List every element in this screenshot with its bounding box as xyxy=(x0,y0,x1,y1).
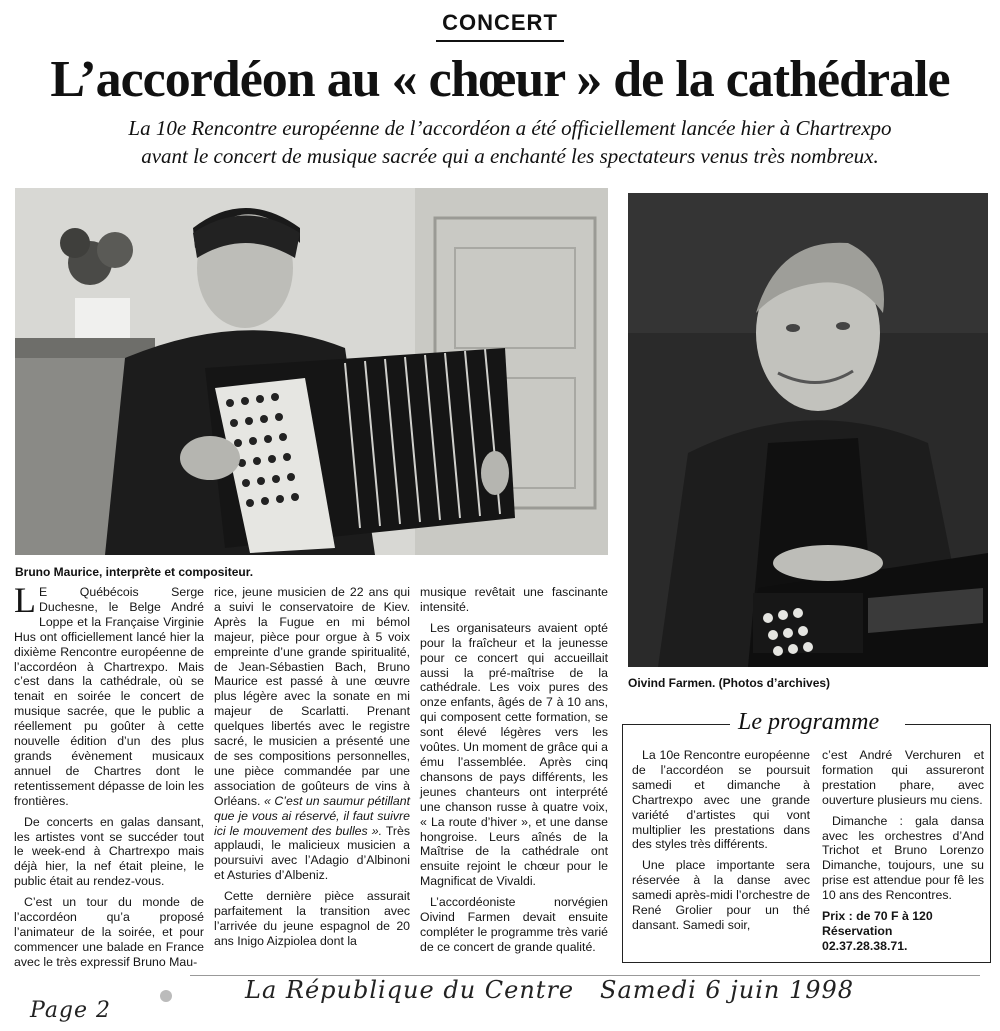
reservation-phone: 02.37.28.38.71. xyxy=(822,938,908,953)
article-paragraph: musique revêtait une fascinante intensité. xyxy=(420,585,608,614)
photo-caption-left: Bruno Maurice, interprète et compositeur. xyxy=(15,565,254,579)
standfirst-line-1: La 10e Rencontre européenne de l’accordéon a été officiellement lancée hier à Chartrexpo xyxy=(128,116,892,140)
programme-paragraph: Dimanche : gala dansa avec les orchestres d’And Trichot et Bruno Lorenzo Dimanche, toujours, une su prise est attendue pour fê les 10 ans des Rencontres. xyxy=(822,813,984,903)
article-paragraph: C’est un tour du monde de l’accordéon qu’a proposé l’animateur de la soirée, et pour commencer une balade en France avec le très expressif Bruno Mau- xyxy=(14,895,204,969)
portrait-photo-illustration xyxy=(628,193,988,667)
accordionist-photo-illustration xyxy=(15,188,608,555)
drop-cap: L xyxy=(14,580,36,620)
photo-oivind-farmen xyxy=(628,193,988,667)
programme-title: Le programme xyxy=(730,709,887,736)
pull-quote: « C’est un saumur pétillant que je vous ai réservé, il faut suivre ici le mouvement des bulles ». xyxy=(214,793,411,838)
article-paragraph: rice, jeune musicien de 22 ans qui a suivi le conservatoire de Kiev. Après la Fugue en mi bémol majeur, pièce pour orgue à 5 voix empreinte d’une grande spiritualité, de Jean-Sébastien Bach, Bruno Maurice est passé à une œuvre plus légère avec la sonate en mi majeur de Scarlatti. Prenant quelques libertés avec le registre sacré, le musicien a présenté une de ses compositions personnelles, une pièce commandée par une association de goûteurs de vins à Orléans. « C’est un saumur pétillant que je vous ai réservé, il faut suivre ici le mouvement des bulles ». Très applaudi, le malicieux musicien a poursuivi avec l’Adagio d’Albinoni et Asturies d’Albeniz. xyxy=(214,585,411,883)
article-paragraph: Les organisateurs avaient opté pour la fraîcheur et la jeunesse pour ce concert qui accueillait aussi la pré-maîtrise de la cathédrale. Les voix pures des onze enfants, âgés de 7 à 10 ans, qui composent cette formation, se sont élevé légères vers les voûtes. Un moment de grâce qui a ému l’assemblée. Après cinq chansons de pays différents, les jeunes chanteurs ont interprété une chanson russe à quatre voix, « La route d’hiver », et une danse hongroise. Leurs aînés de la Maîtrise de la cathédrale ont ensuite rejoint le chœur pour le Magnificat de Vivaldi. xyxy=(420,620,608,889)
programme-paragraph: c’est André Verchuren et formation qui assureront prestation phare, avec ouverture plusieurs mu ciens. xyxy=(822,748,984,807)
article-paragraph: De concerts en galas dansant, les artistes vont se succéder tout le week-end à Chartrexpo mais déjà hier, la nef était pleine, le public était au rendez-vous. xyxy=(14,814,204,889)
article-column-2 xyxy=(214,585,410,955)
handwritten-source-note: La République du Centre Samedi 6 juin 1998 xyxy=(245,976,855,1004)
photo-caption-right: Oivind Farmen. (Photos d’archives) xyxy=(628,676,831,690)
handwritten-page-number: Page 2 xyxy=(30,998,112,1023)
programme-column-2 xyxy=(822,748,984,954)
programme-paragraph: Une place importante sera réservée à la danse avec samedi après-midi l’orchestre de René Grolier pour un thé dansant. Samedi soir, xyxy=(632,858,810,932)
standfirst-line-2: avant le concert de musique sacrée qui a enchanté les spectateurs venus très nombreux. xyxy=(141,144,879,168)
programme-paragraph: La 10e Rencontre européenne de l’accordéon se poursuit samedi et dimanche à Chartrexpo avec une grande variété d’artistes qui vont multiplier les prestations dans des styles très différents. xyxy=(632,748,810,852)
programme-column-1 xyxy=(632,748,810,939)
article-paragraph: Cette dernière pièce assurait parfaitement la transition avec l’arrivée du jeune espagnol de 20 ans Inigo Aizpiolea dont la xyxy=(214,889,410,948)
photo-bruno-maurice xyxy=(15,188,608,555)
price-info: Prix : de 70 F à 120 xyxy=(822,909,933,924)
article-column-1 xyxy=(14,580,204,976)
reservation-label: Réservation xyxy=(822,923,893,938)
section-kicker: CONCERT xyxy=(0,10,1000,42)
headline: L’accordéon au « chœur » de la cathédrale xyxy=(50,51,950,108)
article-paragraph: L’accordéoniste norvégien Oivind Farmen devait ensuite compléter le programme très varié de ce concert de grande qualité. xyxy=(420,895,608,954)
article-column-3 xyxy=(420,585,608,961)
punch-hole-mark xyxy=(160,990,172,1002)
standfirst xyxy=(40,114,980,170)
article-paragraph: L E Québécois Serge Duchesne, le Belge André Loppe et la Française Virginie Hus ont officiellement lancé hier la dixième Rencontre européenne de l’accordéon à Chartrexpo. Mais c’est dans la cathédrale, où se tenait en soirée le concert de musique sacrée, que le public a réellement pu goûter à cette nouvelle édition d’un des plus grands évènement musicaux annuel de Chartres dont le retentissement dépasse de loin les frontières. xyxy=(14,580,204,808)
